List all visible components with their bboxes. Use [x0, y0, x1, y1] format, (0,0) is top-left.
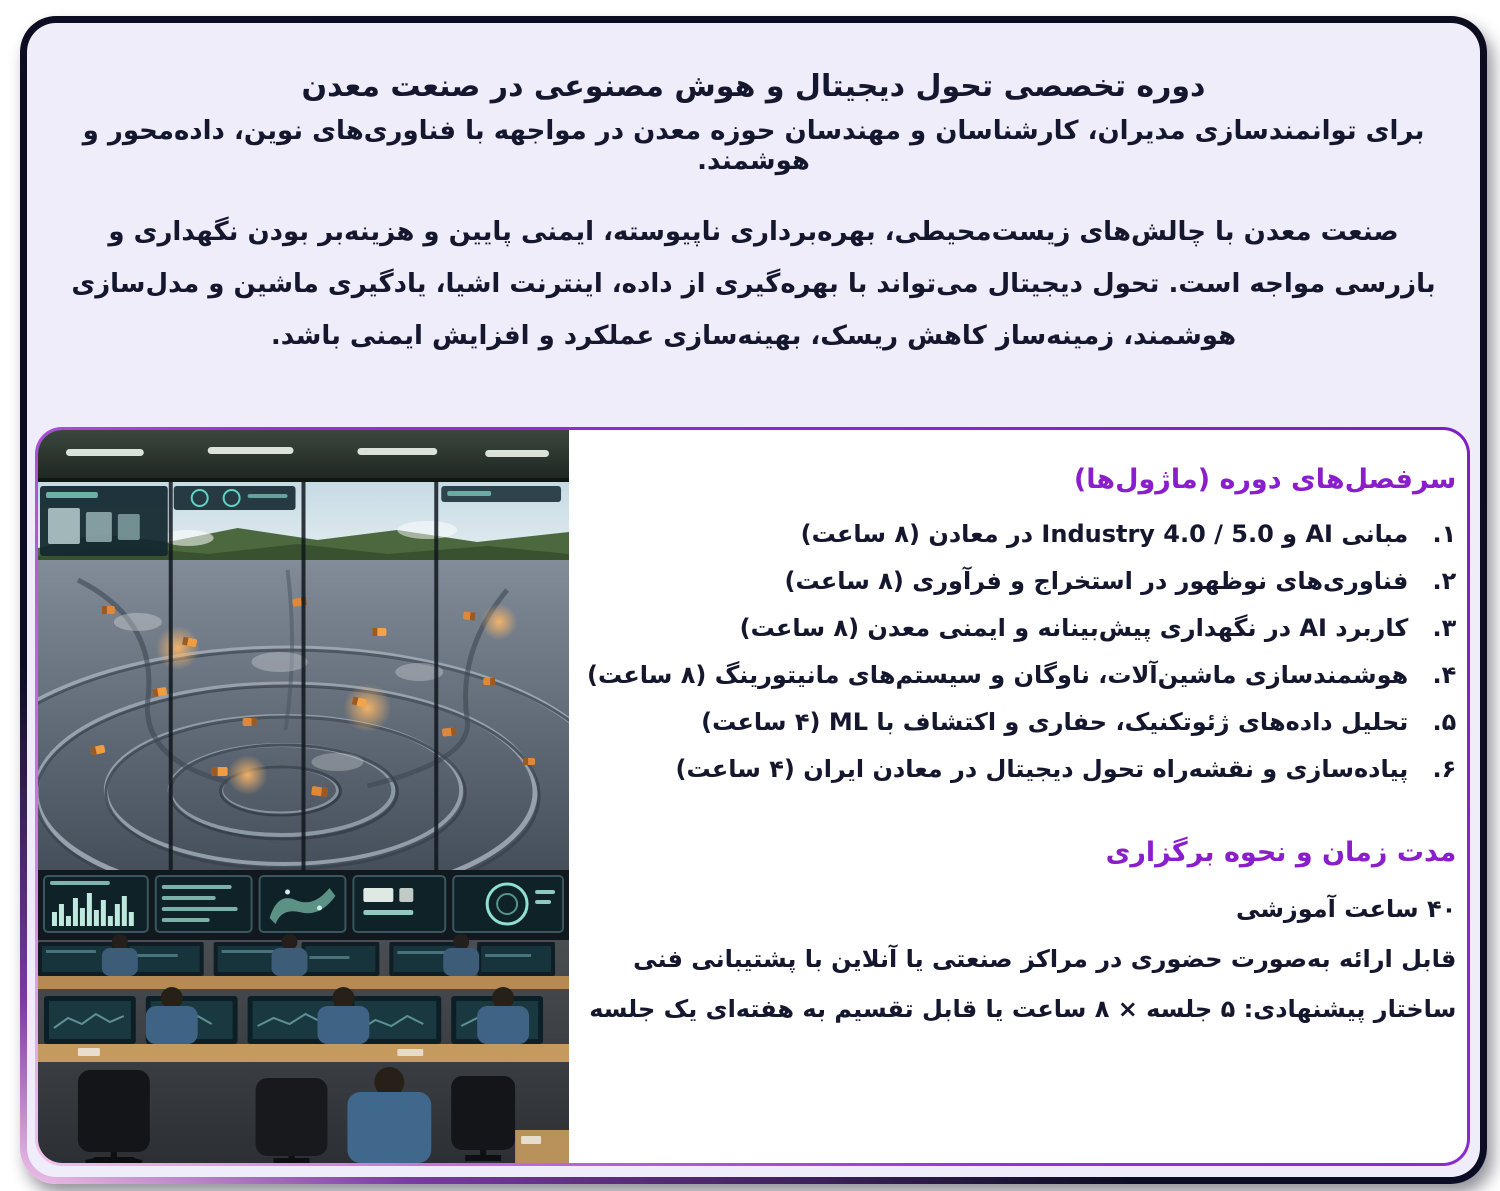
list-item — [587, 511, 1456, 558]
schedule-line-delivery: قابل ارائه به‌صورت حضوری در مراکز صنعتی یا آنلاین با پشتیبانی فنی — [633, 945, 1457, 973]
list-text: فناوری‌های نوظهور در استخراج و فرآوری (۸ ساعت) — [784, 567, 1409, 595]
schedule-heading: مدت زمان و نحوه برگزاری — [1105, 837, 1457, 868]
list-number: ۳. — [1432, 614, 1457, 642]
content-box-inner — [38, 430, 1467, 1163]
schedule-line-structure: ساختار پیشنهادی: ۵ جلسه × ۸ ساعت یا قابل تقسیم به هفته‌ای یک جلسه — [589, 995, 1457, 1023]
mine-control-room-image — [38, 430, 569, 1163]
list-item — [587, 699, 1456, 746]
list-item — [587, 558, 1456, 605]
page-subtitle: برای توانمندسازی مدیران، کارشناسان و مهندسان حوزه معدن در مواجهه با فناوری‌های نوین، داده‌محور و هوشمند. — [82, 116, 1425, 176]
list-item — [587, 746, 1456, 793]
schedule-line-hours: ۴۰ ساعت آموزشی — [1236, 895, 1457, 923]
course-details — [569, 430, 1467, 1163]
card-background — [27, 23, 1480, 1177]
page-title: دوره تخصصی تحول دیجیتال و هوش مصنوعی در صنعت معدن — [301, 69, 1206, 104]
list-number: ۴. — [1432, 661, 1457, 689]
list-item — [587, 605, 1456, 652]
list-text: تحلیل داده‌های ژئوتکنیک، حفاری و اکتشاف با ML (۴ ساعت) — [701, 708, 1409, 736]
list-number: ۶. — [1432, 755, 1457, 783]
list-number: ۱. — [1432, 520, 1457, 548]
content-box — [35, 427, 1470, 1166]
list-number: ۲. — [1432, 567, 1457, 595]
list-item — [587, 652, 1456, 699]
list-text: هوشمندسازی ماشین‌آلات، ناوگان و سیستم‌های مانیتورینگ (۸ ساعت) — [587, 661, 1409, 689]
modules-heading: سرفصل‌های دوره (ماژول‌ها) — [1073, 464, 1457, 495]
list-text: مبانی AI و Industry 4.0 / 5.0 در معادن (۸ ساعت) — [800, 520, 1409, 548]
module-list — [587, 511, 1456, 793]
list-text: کاربرد AI در نگهداری پیش‌بینانه و ایمنی معدن (۸ ساعت) — [739, 614, 1409, 642]
intro-paragraph: صنعت معدن با چالش‌های زیست‌محیطی، بهره‌برداری ناپیوسته، ایمنی پایین و هزینه‌بر بودن نگهداری و بازرسی مواجه است. تحول دیجیتال می‌تواند با بهره‌گیری از داده، اینترنت اشیا، یادگیری ماشین و مدل‌سازی هوشمند، زمینه‌ساز کاهش ریسک، بهینه‌سازی عملکرد و افزایش ایمنی باشد. — [71, 217, 1436, 351]
list-text: پیاده‌سازی و نقشه‌راه تحول دیجیتال در معادن ایران (۴ ساعت) — [675, 755, 1409, 783]
course-flyer-card — [20, 16, 1487, 1184]
list-number: ۵. — [1432, 708, 1457, 736]
